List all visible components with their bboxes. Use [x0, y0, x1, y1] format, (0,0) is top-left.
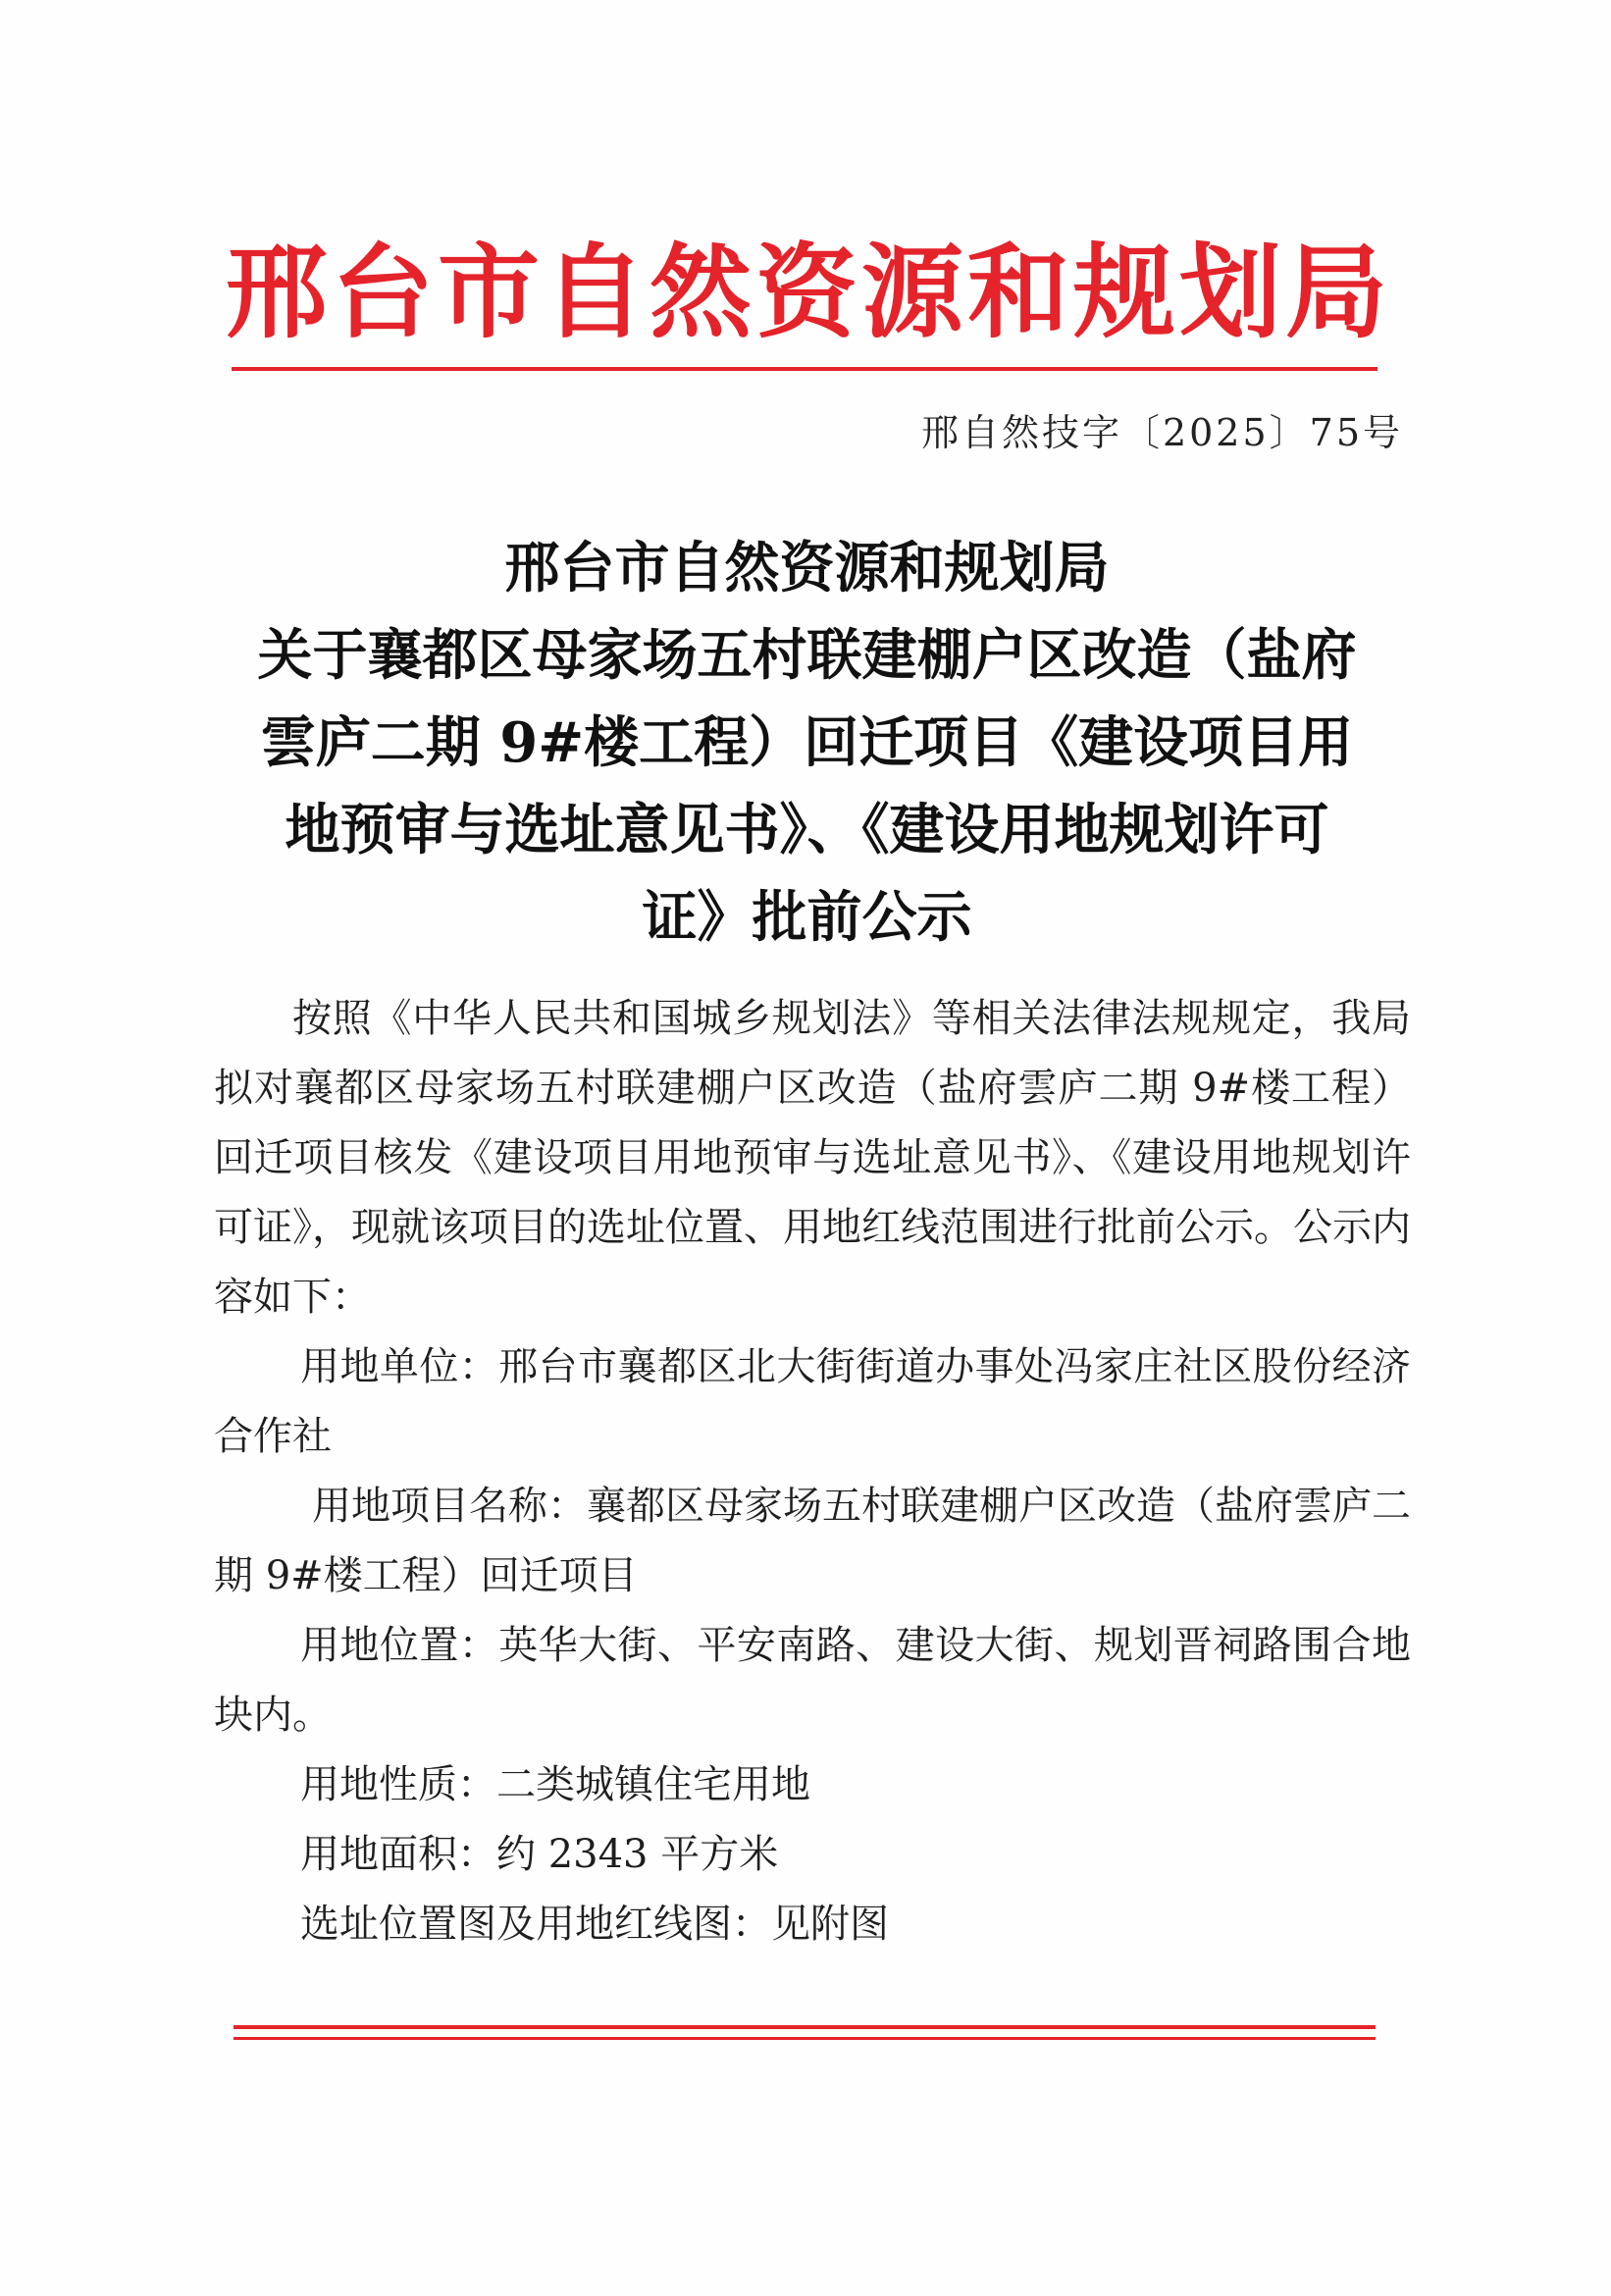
title-line: 地预审与选址意见书》、《建设用地规划许可 [285, 798, 1329, 862]
land-user-field: 用地单位：邢台市襄都区北大街街道办事处冯家庄社区股份经济合作社 [214, 1344, 1411, 1459]
title-line: 雲庐二期 9#楼工程）回迁项目《建设项目用 [260, 710, 1354, 775]
title-line: 邢台市自然资源和规划局 [504, 536, 1110, 600]
footer-red-rule [234, 2025, 1376, 2029]
footer-red-rule [234, 2037, 1376, 2040]
location-field: 用地位置：英华大街、平安南路、建设大街、规划晋祠路围合地块内。 [214, 1623, 1411, 1738]
intro-paragraph: 按照《中华人民共和国城乡规划法》等相关法律法规规定，我局拟对襄都区母家场五村联建棚户区改造（盐府雲庐二期 9#楼工程）回迁项目核发《建设项目用地预审与选址意见书》、《建设用地规划许可证》，现就该项目的选址位置、用地红线范围进行批前公示。公示内容如下： [214, 996, 1411, 1320]
masthead-org-name: 邢台市自然资源和规划局 [226, 232, 1392, 352]
masthead-red-rule [232, 367, 1377, 371]
project-name-field: 用地项目名称：襄都区母家场五村联建棚户区改造（盐府雲庐二期 9#楼工程）回迁项目 [214, 1484, 1411, 1598]
land-area-field: 用地面积：约 2343 平方米 [300, 1832, 779, 1877]
document-body [214, 984, 1411, 1959]
title-line: 关于襄都区母家场五村联建棚户区改造（盐府 [257, 623, 1357, 688]
document-number: 邢自然技字〔2025〕75号 [920, 411, 1403, 454]
land-nature-field: 用地性质：二类城镇住宅用地 [300, 1762, 810, 1807]
title-line: 证》批前公示 [642, 885, 972, 950]
document-title [211, 525, 1403, 962]
attachment-field: 选址位置图及用地红线图：见附图 [300, 1902, 889, 1947]
